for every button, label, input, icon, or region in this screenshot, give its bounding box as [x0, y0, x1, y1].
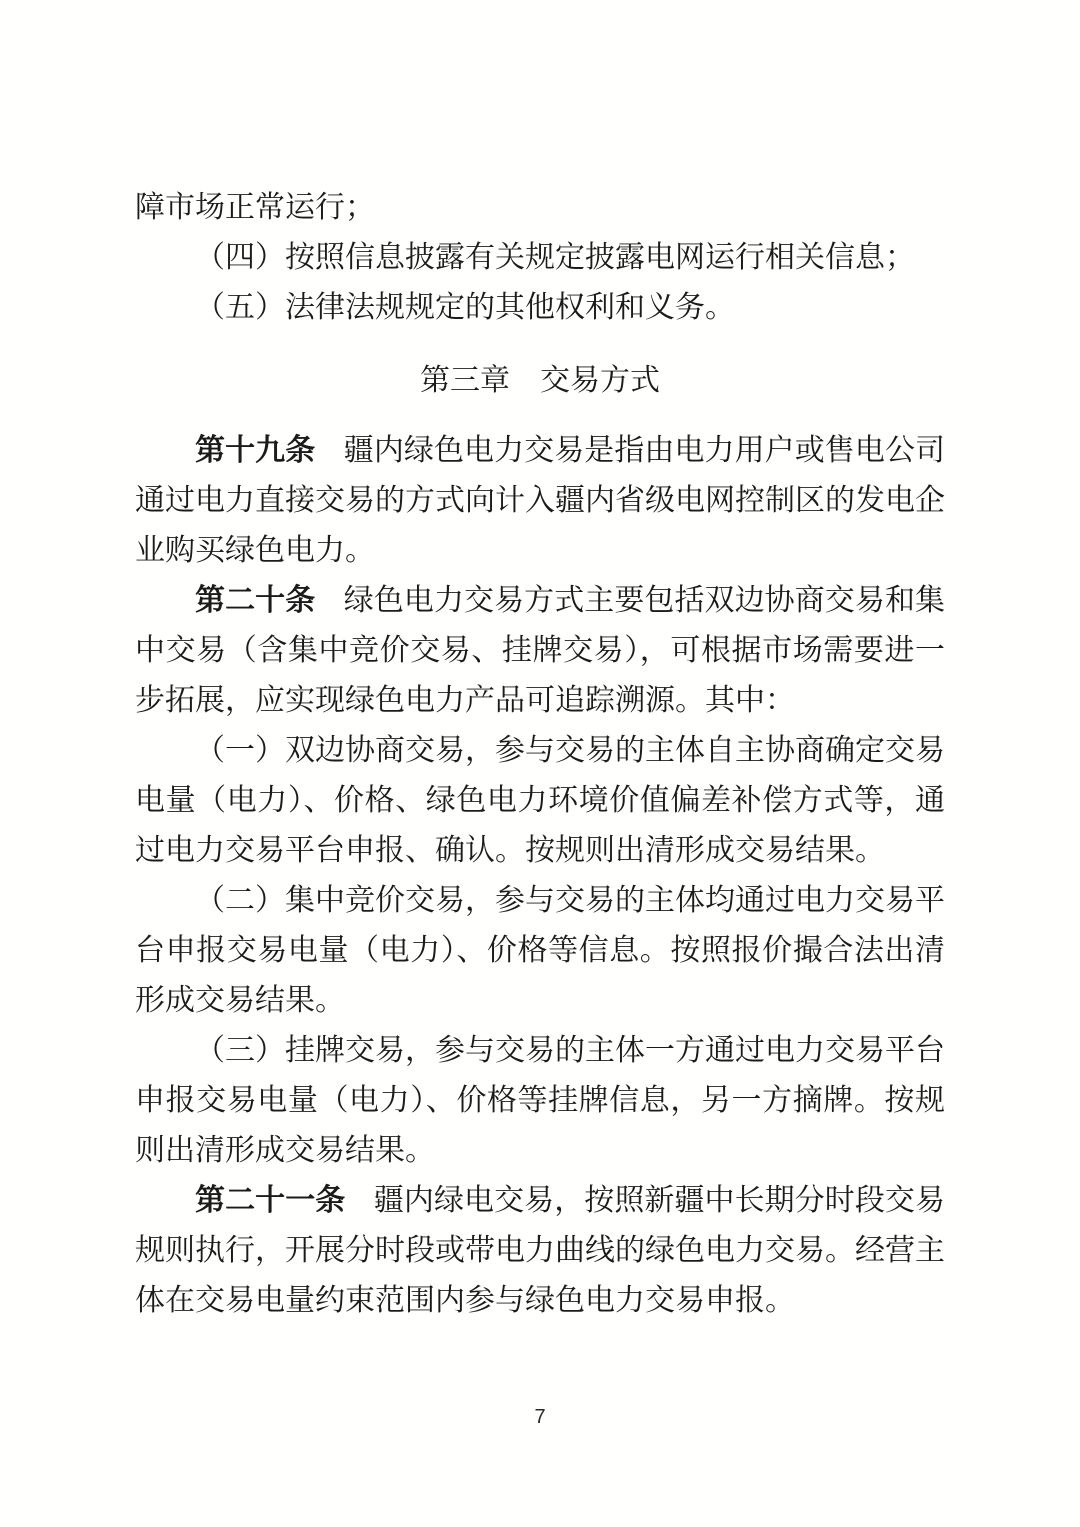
article-21-paragraph — [135, 1176, 945, 1326]
article-19-text: 疆内绿色电力交易是指由电力用户或售电公司通过电力直接交易的方式向计入疆内省级电网控制区的发电企业购买绿色电力。 — [135, 434, 946, 567]
list-item-five: （五）法律法规规定的其他权利和义务。 — [195, 291, 735, 324]
article-20-number: 第二十条 — [195, 584, 316, 617]
article-19-paragraph — [135, 426, 945, 576]
article-21-text: 疆内绿电交易，按照新疆中长期分时段交易规则执行，开展分时段或带电力曲线的绿色电力交易。经营主体在交易电量约束范围内参与绿色电力交易申报。 — [135, 1184, 946, 1317]
list-item-four: （四）按照信息披露有关规定披露电网运行相关信息； — [195, 241, 915, 274]
list-item-three: （三）挂牌交易，参与交易的主体一方通过电力交易平台申报交易电量（电力）、价格等挂牌信息，另一方摘牌。按规则出清形成交易结果。 — [135, 1034, 945, 1167]
chapter-heading: 第三章 交易方式 — [420, 364, 660, 397]
article-20-paragraph — [135, 576, 945, 726]
page-number: 7 — [534, 1406, 546, 1428]
paragraph-continuation: 障市场正常运行； — [135, 191, 375, 224]
article-21-number: 第二十一条 — [195, 1184, 346, 1217]
article-19-number: 第十九条 — [195, 434, 316, 467]
document-body — [135, 183, 945, 1326]
list-item-two: （二）集中竞价交易，参与交易的主体均通过电力交易平台申报交易电量（电力）、价格等信息。按照报价撮合法出清形成交易结果。 — [135, 884, 945, 1017]
list-item-one: （一）双边协商交易，参与交易的主体自主协商确定交易电量（电力）、价格、绿色电力环境价值偏差补偿方式等，通过电力交易平台申报、确认。按规则出清形成交易结果。 — [135, 734, 945, 867]
article-20-text: 绿色电力交易方式主要包括双边协商交易和集中交易（含集中竞价交易、挂牌交易），可根据市场需要进一步拓展，应实现绿色电力产品可追踪溯源。其中： — [135, 584, 946, 717]
